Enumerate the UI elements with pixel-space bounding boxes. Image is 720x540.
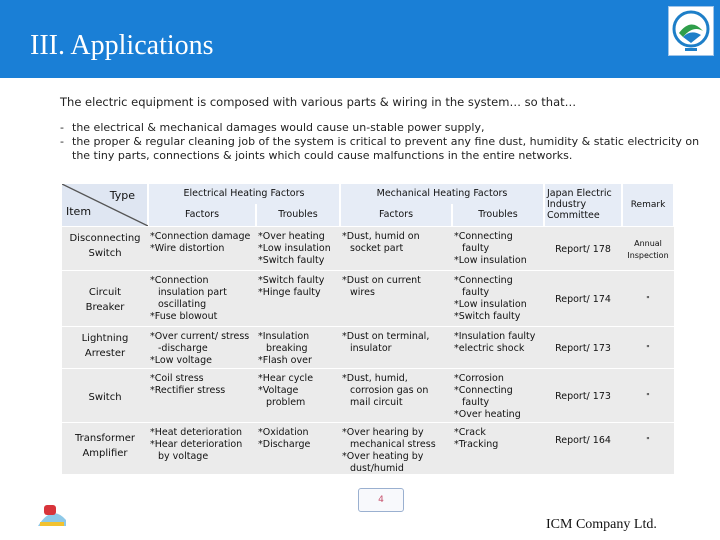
remark-header: Remark xyxy=(622,184,674,226)
electrical-troubles-cell: *Over heating *Low insulation *Switch faulty xyxy=(256,226,340,270)
electrical-troubles-cell: *Hear cycle *Voltage problem xyxy=(256,368,340,422)
mechanical-factors-cell: *Dust on terminal, insulator xyxy=(340,326,452,368)
japan-committee-header: Japan Electric Industry Committee xyxy=(544,184,622,226)
mechanical-heating-header: Mechanical Heating Factors xyxy=(340,184,544,204)
japan-report-cell: Report/ 178 xyxy=(544,226,622,270)
electrical-factors-cell: *Connection damage *Wire distortion xyxy=(148,226,256,270)
table-row xyxy=(62,326,674,368)
mechanical-factors-header: Factors xyxy=(340,204,452,226)
item-cell: Circuit Breaker xyxy=(62,270,148,326)
remark-cell: " xyxy=(622,326,674,368)
electrical-factors-header: Factors xyxy=(148,204,256,226)
corner-type-label: Type xyxy=(109,189,135,202)
japan-report-cell: Report/ 164 xyxy=(544,422,622,475)
title-bar xyxy=(0,0,720,78)
mechanical-troubles-cell: *Crack *Tracking xyxy=(452,422,544,475)
electrical-troubles-cell: *Switch faulty *Hinge faulty xyxy=(256,270,340,326)
mechanical-troubles-cell: *Corrosion *Connecting faulty *Over heating xyxy=(452,368,544,422)
item-cell: Disconnecting Switch xyxy=(62,226,148,270)
mechanical-troubles-header: Troubles xyxy=(452,204,544,226)
japan-report-cell: Report/ 173 xyxy=(544,368,622,422)
table-row xyxy=(62,226,674,270)
electrical-factors-cell: *Heat deterioration *Hear deterioration by voltage xyxy=(148,422,256,475)
item-cell: Lightning Arrester xyxy=(62,326,148,368)
bullet-item: - the electrical & mechanical damages would cause un-stable power supply, xyxy=(60,121,700,135)
page-title: III. Applications xyxy=(30,30,214,61)
remark-cell: " xyxy=(622,368,674,422)
electrical-troubles-cell: *Insulation breaking *Flash over xyxy=(256,326,340,368)
remark-cell: Annual Inspection xyxy=(622,226,674,270)
electrical-factors-cell: *Connection insulation part oscillating *Fuse blowout xyxy=(148,270,256,326)
mechanical-factors-cell: *Dust, humid on socket part xyxy=(340,226,452,270)
electrical-troubles-cell: *Oxidation *Discharge xyxy=(256,422,340,475)
bullet-item: - the proper & regular cleaning job of the system is critical to prevent any fine dust, humidity & static electricity on the tiny parts, connections & joints which could cause malfunctions in the entire networks. xyxy=(60,135,700,163)
company-name: ICM Company Ltd. xyxy=(546,517,657,532)
type-item-corner xyxy=(62,184,148,226)
mechanical-troubles-cell: *Connecting faulty *Low insulation xyxy=(452,226,544,270)
company-logo xyxy=(668,6,714,56)
electrical-troubles-header: Troubles xyxy=(256,204,340,226)
corner-item-label: Item xyxy=(66,205,92,218)
footer-logo xyxy=(36,500,68,530)
mechanical-troubles-cell: *Insulation faulty *electric shock xyxy=(452,326,544,368)
item-cell: Switch xyxy=(62,368,148,422)
bullet-list xyxy=(60,121,700,163)
electrical-factors-cell: *Coil stress *Rectifier stress xyxy=(148,368,256,422)
table-row xyxy=(62,368,674,422)
applications-table xyxy=(62,184,674,474)
remark-cell: " xyxy=(622,270,674,326)
mechanical-factors-cell: *Dust on current wires xyxy=(340,270,452,326)
table-row xyxy=(62,422,674,475)
mechanical-troubles-cell: *Connecting faulty *Low insulation *Switch faulty xyxy=(452,270,544,326)
table-row xyxy=(62,270,674,326)
item-cell: Transformer Amplifier xyxy=(62,422,148,475)
remark-cell: " xyxy=(622,422,674,475)
electrical-heating-header: Electrical Heating Factors xyxy=(148,184,340,204)
electrical-factors-cell: *Over current/ stress -discharge *Low voltage xyxy=(148,326,256,368)
mechanical-factors-cell: *Over hearing by mechanical stress *Over heating by dust/humid xyxy=(340,422,452,475)
intro-text: The electric equipment is composed with various parts & wiring in the system… so that… xyxy=(60,95,577,109)
mechanical-factors-cell: *Dust, humid, corrosion gas on mail circuit xyxy=(340,368,452,422)
japan-report-cell: Report/ 174 xyxy=(544,270,622,326)
japan-report-cell: Report/ 173 xyxy=(544,326,622,368)
page-number: 4 xyxy=(358,488,404,512)
